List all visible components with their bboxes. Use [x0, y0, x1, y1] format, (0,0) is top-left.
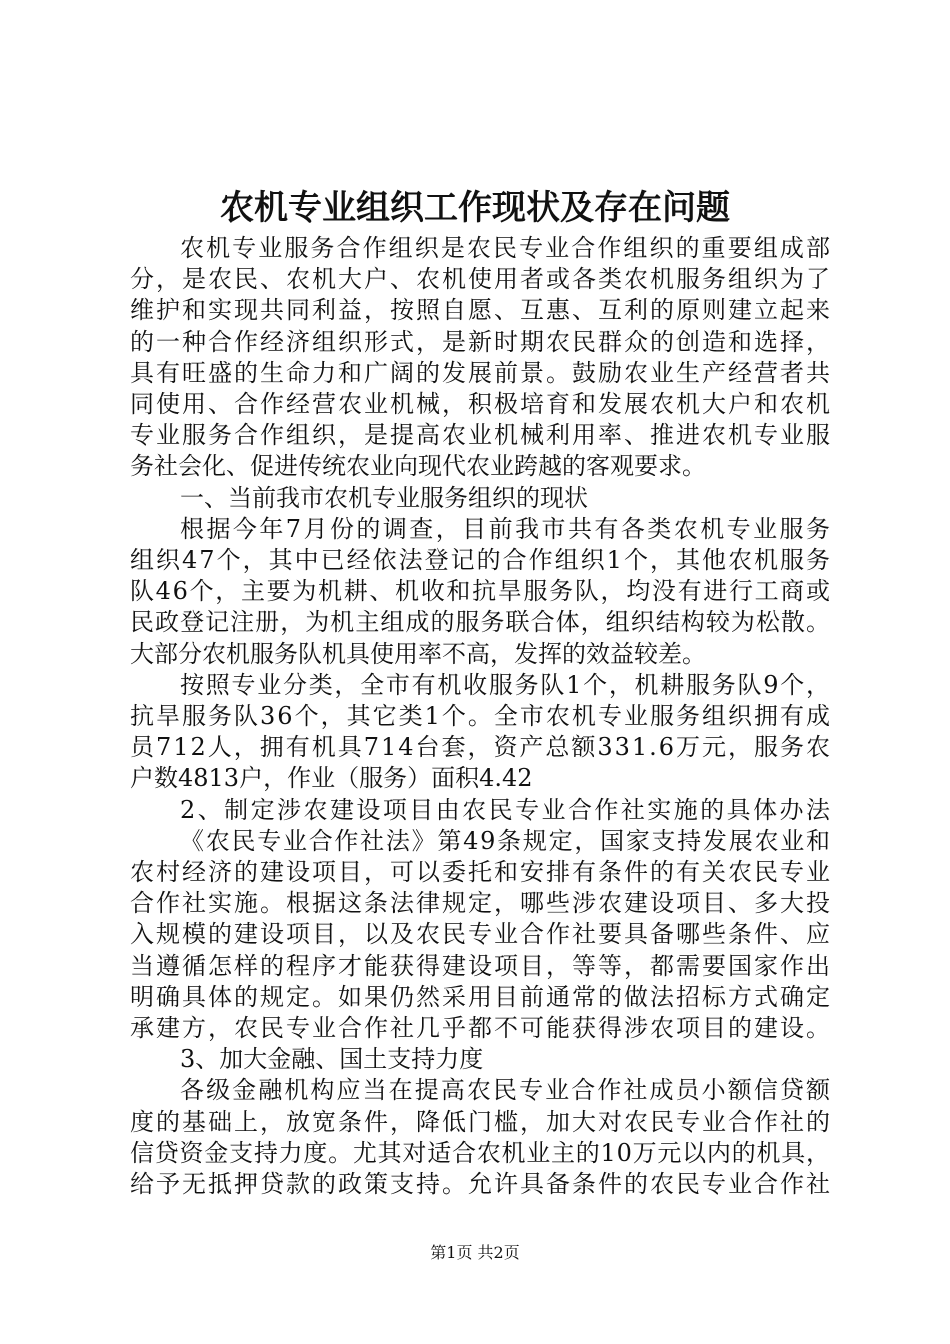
text-line-content: 承建方，农民专业合作社几乎都不可能获得涉农项目的建设。	[130, 1014, 832, 1043]
document-body	[130, 233, 833, 1200]
text-line	[130, 1138, 830, 1169]
text-line	[130, 888, 830, 919]
text-line-content: 按照专业分类，全市有机收服务队1个，机耕服务队9个，	[180, 670, 832, 699]
text-line	[130, 607, 830, 638]
text-line	[130, 951, 830, 982]
text-line	[130, 576, 830, 607]
text-line	[130, 233, 833, 264]
text-line-content: 队46个，主要为机耕、机收和抗旱服务队，均没有进行工商或	[130, 577, 832, 606]
text-line-content: 抗旱服务队36个，其它类1个。全市农机专业服务组织拥有成	[130, 702, 833, 731]
text-line-content: 农村经济的建设项目，可以委托和安排有条件的有关农民专业	[130, 858, 832, 887]
text-line-content: 的一种合作经济组织形式，是新时期农民群众的创造和选择，	[130, 327, 832, 356]
text-line-content: 根据今年7月份的调查，目前我市共有各类农机专业服务	[180, 514, 833, 543]
text-line-content: 具有旺盛的生命力和广阔的发展前景。鼓励农业生产经营者共	[130, 358, 832, 387]
text-line	[130, 420, 830, 451]
text-line	[130, 483, 830, 514]
text-line	[130, 763, 830, 794]
text-line	[130, 826, 830, 857]
text-line-content: 农机专业服务合作组织是农民专业合作组织的重要组成部	[180, 234, 833, 262]
text-line-content: 各级金融机构应当在提高农民专业合作社成员小额信贷额	[180, 1076, 833, 1105]
text-line-content: 分，是农民、农机大户、农机使用者或各类农机服务组织为了	[130, 265, 832, 294]
text-line-content: 专业服务合作组织，是提高农业机械利用率、推进农机专业服	[130, 421, 832, 450]
text-line	[130, 389, 830, 420]
text-line-content: 员712人，拥有机具714台套，资产总额331.6万元，服务农	[130, 733, 832, 762]
text-line-content: 给予无抵押贷款的政策支持。允许具备条件的农民专业合作社	[130, 1170, 832, 1199]
text-line	[130, 264, 830, 295]
text-line-content: 2、制定涉农建设项目由农民专业合作社实施的具体办法	[180, 795, 833, 824]
text-line-content: 合作社实施。根据这条法律规定，哪些涉农建设项目、多大投	[130, 889, 832, 918]
text-line-content: 户数4813户，作业（服务）面积4.42	[130, 764, 533, 793]
text-line	[130, 295, 830, 326]
text-line	[130, 451, 830, 482]
text-line-content: 维护和实现共同利益，按照自愿、互惠、互利的原则建立起来	[130, 296, 832, 325]
text-line-content: 明确具体的规定。如果仍然采用目前通常的做法招标方式确定	[130, 982, 832, 1011]
text-line	[130, 1107, 830, 1138]
text-line	[130, 1044, 830, 1075]
document-title: 农机专业组织工作现状及存在问题	[220, 188, 730, 228]
text-line-content: 入规模的建设项目，以及农民专业合作社要具备哪些条件、应	[130, 920, 832, 949]
text-line	[130, 327, 830, 358]
text-line	[130, 545, 833, 576]
text-line-content: 组织47个，其中已经依法登记的合作组织1个，其他农机服务	[130, 546, 833, 575]
text-line	[130, 1075, 833, 1106]
text-line-content: 一、当前我市农机专业服务组织的现状	[180, 483, 588, 512]
text-line	[130, 795, 833, 826]
text-line-content: 务社会化、促进传统农业向现代农业跨越的客观要求。	[130, 452, 706, 481]
text-line-content: 《农民专业合作社法》第49条规定，国家支持发展农业和	[180, 826, 832, 855]
text-line	[130, 1013, 830, 1044]
page-footer: 第1页 共2页	[430, 1243, 520, 1262]
text-line-content: 大部分农机服务队机具使用率不高，发挥的效益较差。	[130, 639, 706, 668]
text-line	[130, 639, 830, 670]
text-line	[130, 732, 830, 763]
text-line	[130, 857, 830, 888]
text-line-content: 度的基础上，放宽条件，降低门槛，加大对农民专业合作社的	[130, 1107, 832, 1136]
text-line	[130, 670, 830, 701]
text-line	[130, 514, 833, 545]
text-line	[130, 982, 830, 1013]
text-line-content: 3、加大金融、国土支持力度	[180, 1045, 484, 1074]
text-line-content: 信贷资金支持力度。尤其对适合农机业主的10万元以内的机具，	[130, 1138, 831, 1167]
text-line	[130, 701, 833, 732]
text-line-content: 同使用、合作经营农业机械，积极培育和发展农机大户和农机	[130, 390, 832, 419]
text-line	[130, 1169, 830, 1200]
text-line-content: 民政登记注册，为机主组成的服务联合体，组织结构较为松散。	[130, 608, 832, 637]
text-line	[130, 919, 830, 950]
text-line-content: 当遵循怎样的程序才能获得建设项目，等等，都需要国家作出	[130, 951, 832, 980]
text-line	[130, 358, 830, 389]
